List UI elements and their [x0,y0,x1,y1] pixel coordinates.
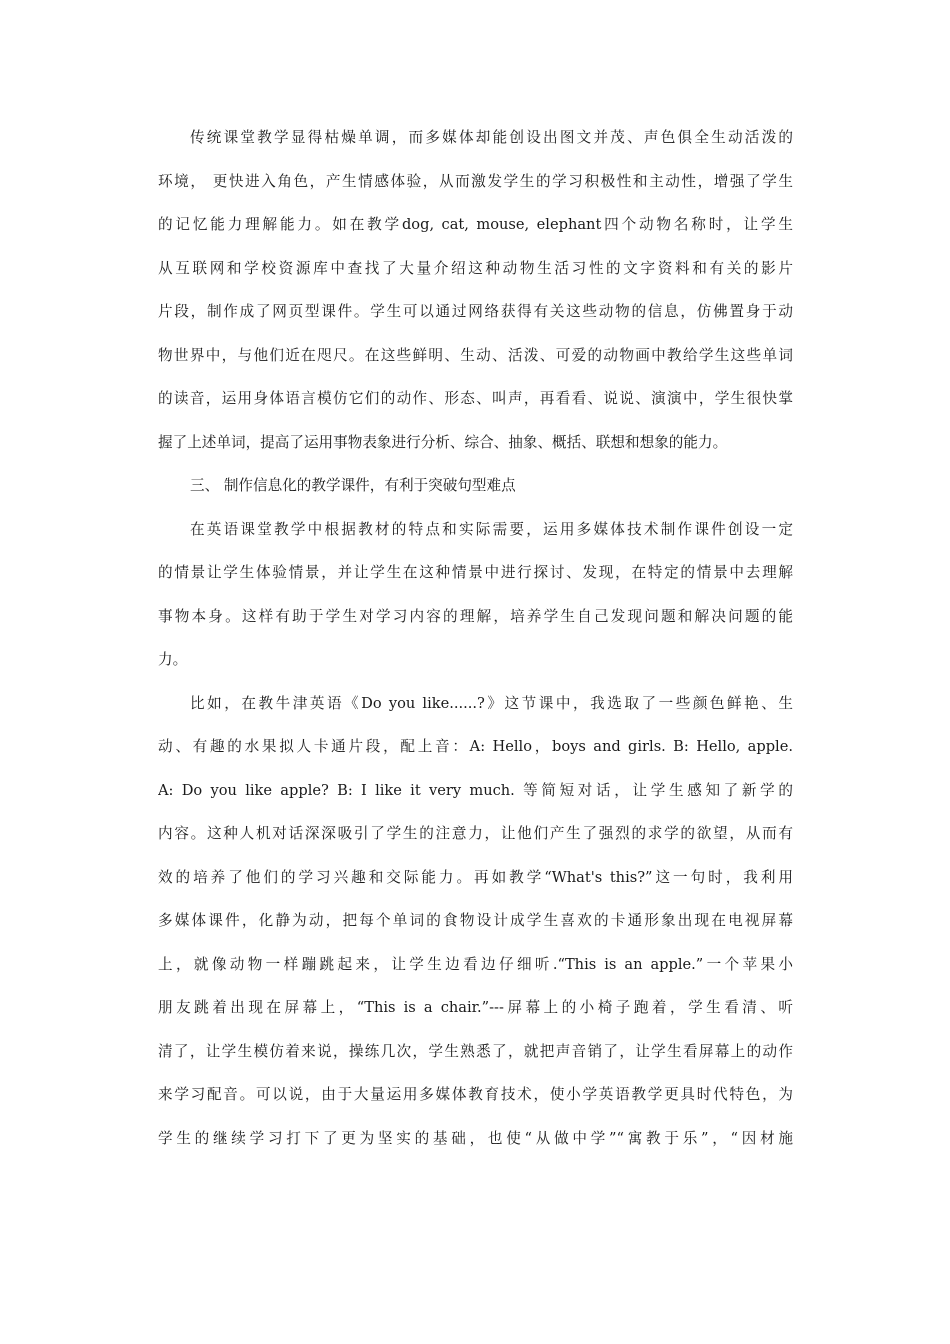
paragraph-line: 学生的继续学习打下了更为坚实的基础，也使“从做中学”“寓教于乐”，“因材施 [158,1129,793,1147]
paragraph-line: 来学习配音。可以说，由于大量运用多媒体教育技术，使小学英语教学更具时代特色，为 [158,1086,793,1103]
paragraph-line: 清了，让学生模仿着来说，操练几次，学生熟悉了，就把声音销了，让学生看屏幕上的动作 [158,1042,793,1060]
document-body [158,116,793,1160]
paragraph-line: 效的培养了他们的学习兴趣和交际能力。再如教学“What's this?”这一句时，我利用 [158,868,793,886]
paragraph-line: 多媒体课件，化静为动，把每个单词的食物设计成学生喜欢的卡通形象出现在电视屏幕 [158,912,793,929]
paragraph-line: 握了上述单词，提高了运用事物表象进行分析、综合、抽象、概括、联想和想象的能力。 [158,433,728,451]
paragraph-line: 比如，在教牛津英语《Do you like......?》这节课中，我选取了一些颜色鲜艳、生 [190,694,793,712]
paragraph-line: 上，就像动物一样蹦跳起来，让学生边看边仔细听.“This is an apple.”一个苹果小 [158,955,793,973]
paragraph-line: 片段，制作成了网页型课件。学生可以通过网络获得有关这些动物的信息，仿佛置身于动 [158,303,793,320]
section-heading: 三、 制作信息化的教学课件，有利于突破句型难点 [190,477,516,494]
paragraph-line: 动、有趣的水果拟人卡通片段，配上音：A: Hello，boys and girls. B: Hello, apple. [158,738,793,755]
paragraph-line: 内容。这种人机对话深深吸引了学生的注意力，让他们产生了强烈的求学的欲望，从而有 [158,825,793,842]
paragraph-line: 环境， 更快进入角色，产生情感体验，从而激发学生的学习积极性和主动性，增强了学生 [158,172,793,190]
paragraph-line: 从互联网和学校资源库中查找了大量介绍这种动物生活习性的文字资料和有关的影片 [158,259,793,277]
paragraph-line: 朋友跳着出现在屏幕上，“This is a chair.”---屏幕上的小椅子跑着，学生看清、听 [158,999,793,1016]
paragraph-line: 传统课堂教学显得枯燥单调，而多媒体却能创设出图文并茂、声色俱全生动活泼的 [190,129,793,146]
paragraph-example-lesson [158,682,793,1161]
paragraph-line: 力。 [158,651,188,668]
paragraph-line: A: Do you like apple? B: I like it very much. 等简短对话，让学生感知了新学的 [158,781,793,799]
paragraph-line: 的记忆能力理解能力。如在教学dog, cat, mouse, elephant四个动物名称时，让学生 [158,216,793,233]
paragraph-line: 事物本身。这样有助于学生对学习内容的理解，培养学生自己发现问题和解决问题的能 [158,607,793,625]
paragraph-line: 物世界中，与他们近在咫尺。在这些鲜明、生动、活泼、可爱的动物画中教给学生这些单词 [158,346,793,364]
paragraph-line: 在英语课堂教学中根据教材的特点和实际需要，运用多媒体技术制作课件创设一定 [190,520,793,538]
paragraph-line: 的读音，运用身体语言模仿它们的动作、形态、叫声，再看看、说说、演演中，学生很快掌 [158,390,793,407]
paragraph-line: 的情景让学生体验情景，并让学生在这种情景中进行探讨、发现，在特定的情景中去理解 [158,564,793,581]
paragraph-multimedia-benefits [158,116,793,464]
paragraph-courseware-scenarios [158,508,793,682]
